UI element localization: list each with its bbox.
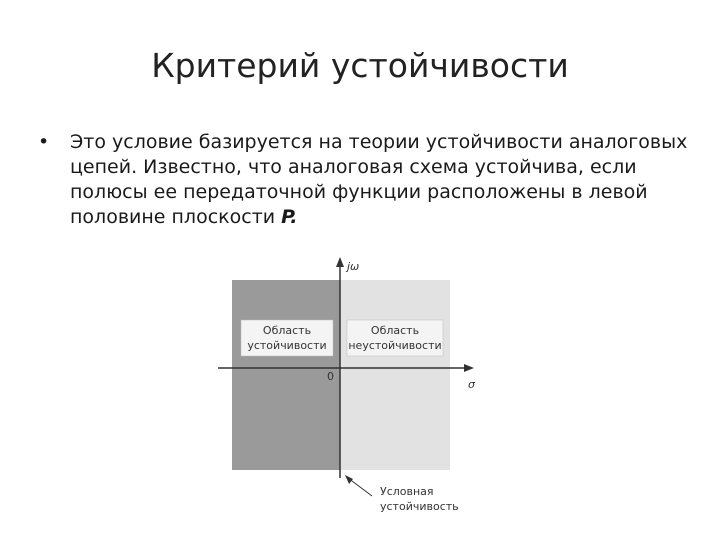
bullet-symbol: P (281, 206, 291, 228)
real-axis-label: σ (468, 378, 475, 391)
unstable-label-line1: Область (370, 324, 420, 337)
bullet-marker: • (38, 131, 50, 153)
imaginary-axis-label: jω (347, 260, 360, 273)
stable-label-line1: Область (262, 324, 312, 337)
origin-label: 0 (327, 370, 334, 383)
callout-line1: Условная (380, 485, 434, 498)
unstable-label-line2: неустойчивости (348, 339, 442, 352)
unstable-region (340, 280, 450, 470)
real-axis-arrow (464, 364, 474, 372)
imaginary-axis-arrow (336, 257, 344, 267)
callout-arrow (345, 475, 353, 484)
stable-region (232, 280, 340, 470)
stable-label-line2: устойчивости (247, 339, 327, 352)
slide-title: Критерий устойчивости (151, 46, 569, 85)
callout-line2: устойчивость (380, 500, 459, 513)
bullet-body: Это условие базируется на теории устойчивости аналоговых цепей. Известно, что аналоговая схема устойчива, если полюсы ее передаточной функции расположены в левой половине плоскости (70, 131, 688, 228)
bullet-end: . (290, 206, 298, 228)
